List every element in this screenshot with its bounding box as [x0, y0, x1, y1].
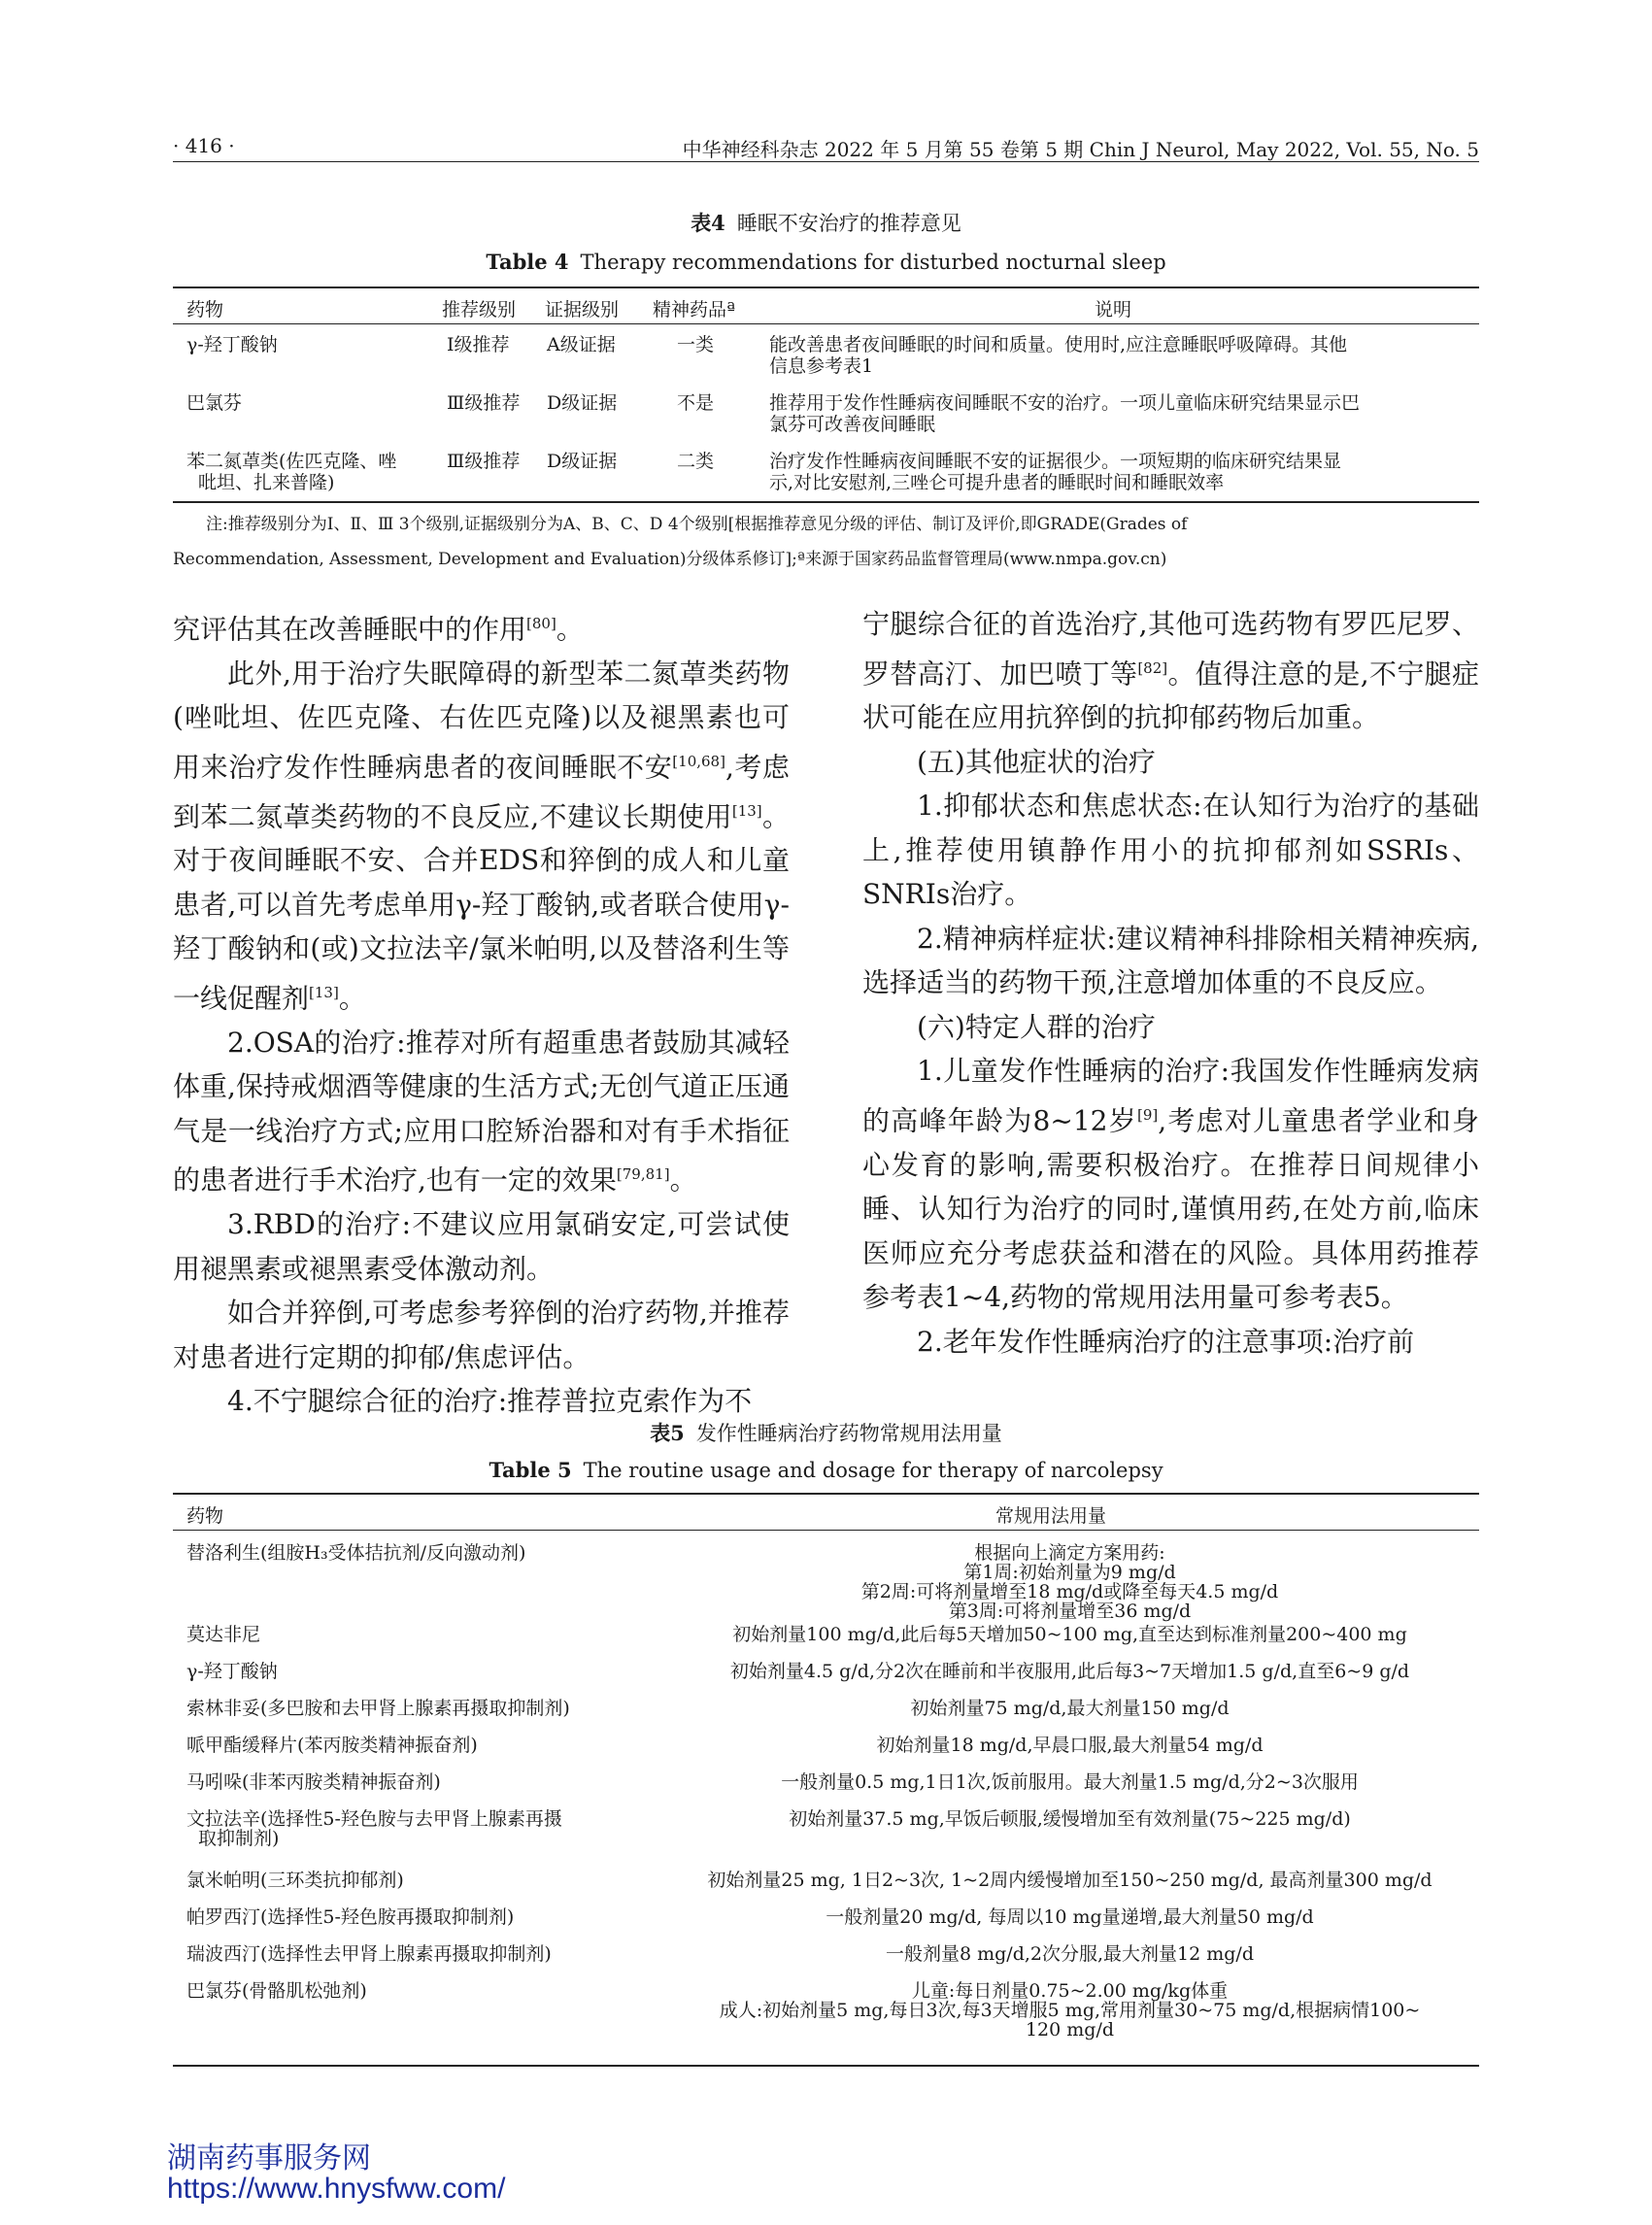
table-row — [186, 1981, 643, 2001]
table-row — [186, 1543, 643, 1563]
table4-cell-desc-line1: 治疗发作性睡病夜间睡眠不安的证据很少。一项短期的临床研究结果显 — [769, 451, 1342, 472]
table4-title-cn — [0, 208, 1652, 237]
table-row: 苯二氮䓬类(佐匹克隆、唑 — [186, 451, 397, 472]
table4-header-psy: 精神药品ª — [653, 299, 736, 320]
table5-label-en: Table 5 — [489, 1458, 572, 1482]
table5-head-rule — [173, 1530, 1479, 1531]
table4-head-rule — [173, 323, 1479, 324]
body-paragraph: 2.老年发作性睡病治疗的注意事项:治疗前 — [917, 1325, 1415, 1358]
table-row — [186, 1699, 643, 1718]
table5-drug-line: γ-羟丁酸钠 — [186, 1661, 278, 1682]
table5-drug-line: 取抑制剂) — [198, 1828, 280, 1849]
table-row — [186, 1662, 643, 1681]
table5-dose-cell — [660, 1543, 1479, 1621]
table4-caption-en: Therapy recommendations for disturbed nocturnal sleep — [580, 251, 1166, 274]
table-row — [186, 1944, 643, 1964]
body-paragraph: (六)特定人群的治疗 — [917, 1010, 1156, 1043]
table-row — [186, 1907, 643, 1927]
table5-dose-line: 初始剂量4.5 g/d,分2次在睡前和半夜服用,此后每3~7天增加1.5 g/d,直至6~9 g/d — [729, 1661, 1410, 1682]
body-paragraph: 究评估其在改善睡眠中的作用[80]。 — [173, 613, 584, 646]
table-row — [186, 1736, 643, 1755]
table4-label-cn: 表4 — [691, 211, 725, 235]
table4-cell-rec: Ⅲ级推荐 — [447, 392, 521, 414]
table5-dose-cell — [660, 1772, 1479, 1792]
site-name: 湖南药事服务网 — [167, 2142, 371, 2174]
table5-drug-line: 帕罗西汀(选择性5-羟色胺再摄取抑制剂) — [186, 1906, 515, 1928]
table-row — [186, 1871, 643, 1890]
body-paragraph: (五)其他症状的治疗 — [917, 745, 1156, 778]
table4-cell-evi: A级证据 — [547, 334, 616, 355]
table4-title-en — [0, 250, 1652, 274]
table5-dose-line: 一般剂量0.5 mg,1日1次,饭前服用。最大剂量1.5 mg/d,分2~3次服用 — [781, 1771, 1359, 1793]
table4-cell-psy: 不是 — [677, 392, 715, 414]
table5-dose-line: 初始剂量25 mg, 1日2~3次, 1~2周内缓慢增加至150~250 mg/d, 最高剂量300 mg/d — [707, 1870, 1433, 1891]
table4-header-desc: 说明 — [1095, 299, 1132, 320]
journal-header: 中华神经科杂志 2022 年 5 月第 55 卷第 5 期 Chin J Neurol, May 2022, Vol. 55, No. 5 — [682, 138, 1479, 161]
table-row — [186, 1772, 643, 1792]
table5-label-cn: 表5 — [650, 1421, 685, 1445]
table5-dose-line: 初始剂量37.5 mg,早饭后顿服,缓慢增加至有效剂量(75~225 mg/d) — [789, 1808, 1351, 1830]
table5-dose-line: 一般剂量20 mg/d, 每周以10 mg量递增,最大剂量50 mg/d — [826, 1906, 1314, 1928]
table5-drug-line: 瑞波西汀(选择性去甲肾上腺素再摄取抑制剂) — [186, 1943, 552, 1965]
table5-drug-line: 索林非妥(多巴胺和去甲肾上腺素再摄取抑制剂) — [186, 1698, 570, 1719]
page-number: · 416 · — [173, 134, 235, 157]
body-column-right — [862, 602, 1479, 1364]
table5-title-cn — [0, 1418, 1652, 1447]
body-paragraph: 1.儿童发作性睡病的治疗:我国发作性睡病发病的高峰年龄为8~12岁[9],考虑对儿童患者学业和身心发育的影响,需要积极治疗。在推荐日间规律小睡、认知行为治疗的同时,谨慎用药,在处方前,临床医师应充分考虑获益和潜在的风险。具体用药推荐参考表1~4,药物的常规用法用量可参考表5。 — [862, 1055, 1479, 1314]
table-row: 巴氯芬 — [186, 392, 243, 414]
body-paragraph: 1.抑郁状态和焦虑状态:在认知行为治疗的基础上,推荐使用镇静作用小的抗抑郁剂如SSRIs、SNRIs治疗。 — [862, 790, 1479, 911]
table5-dose-line: 第3周:可将剂量增至36 mg/d — [948, 1601, 1192, 1622]
table4-cell-rec: Ⅲ级推荐 — [447, 451, 521, 472]
table5-dose-line: 成人:初始剂量5 mg,每日3次,每3天增服5 mg,常用剂量30~75 mg/d,根据病情100~ — [719, 2000, 1421, 2021]
table4-header-evi: 证据级别 — [545, 299, 620, 320]
table5-header-drug: 药物 — [186, 1505, 224, 1527]
table4-cell-evi: D级证据 — [547, 451, 618, 472]
table5-bottom-rule — [173, 2065, 1479, 2067]
table5-drug-line: 哌甲酯缓释片(苯丙胺类精神振奋剂) — [186, 1735, 478, 1756]
table5-dose-cell — [660, 1625, 1479, 1644]
table5-dose-cell — [660, 1871, 1479, 1890]
table4-cell-desc-line1: 能改善患者夜间睡眠的时间和质量。使用时,应注意睡眠呼吸障碍。其他 — [769, 334, 1348, 355]
table5-dose-line: 根据向上滴定方案用药: — [974, 1542, 1165, 1564]
table5-dose-cell — [660, 1981, 1479, 2040]
table4-caption-cn: 睡眠不安治疗的推荐意见 — [736, 212, 961, 235]
body-paragraph: 3.RBD的治疗:不建议应用氯硝安定,可尝试使用褪黑素或褪黑素受体激动剂。 — [173, 1208, 790, 1285]
table5-title-en — [0, 1458, 1652, 1482]
table4-cell-psy: 一类 — [677, 334, 715, 355]
table5-dose-line: 初始剂量100 mg/d,此后每5天增加50~100 mg,直至达到标准剂量200~400 mg — [732, 1624, 1407, 1645]
table5-dose-cell — [660, 1699, 1479, 1718]
table-row — [186, 1625, 643, 1644]
table5-dose-cell — [660, 1662, 1479, 1681]
body-paragraph: 此外,用于治疗失眠障碍的新型苯二氮䓬类药物(唑吡坦、佐匹克隆、右佐匹克隆)以及褪黑素也可用来治疗发作性睡病患者的夜间睡眠不安[10,68],考虑到苯二氮䓬类药物的不良反应,不建议长期使用[13]。对于夜间睡眠不安、合并EDS和猝倒的成人和儿童患者,可以首先考虑单用γ-羟丁酸钠,或者联合使用γ-羟丁酸钠和(或)文拉法辛/氯米帕明,以及替洛利生等一线促醒剂[13]。 — [173, 657, 790, 1015]
table5-dose-cell — [660, 1944, 1479, 1964]
table4-header-rec: 推荐级别 — [442, 299, 517, 320]
table5-top-rule — [173, 1493, 1479, 1495]
table4-note-line2: Recommendation, Assessment, Development and Evaluation)分级体系修订];ª来源于国家药品监督管理局(www.nmpa.gov.cn) — [173, 550, 1167, 569]
table5-dose-line: 第2周:可将剂量增至18 mg/d或降至每天4.5 mg/d — [860, 1581, 1279, 1602]
body-column-left — [173, 602, 790, 1424]
body-paragraph: 2.精神病样症状:建议精神科排除相关精神疾病,选择适当的药物干预,注意增加体重的不良反应。 — [862, 922, 1479, 999]
table5-caption-cn: 发作性睡病治疗药物常规用法用量 — [695, 1422, 1002, 1445]
header-rule — [173, 161, 1479, 162]
table5-caption-en: The routine usage and dosage for therapy of narcolepsy — [583, 1459, 1163, 1482]
table4-bottom-rule — [173, 501, 1479, 503]
table4-note-line1: 注:推荐级别分为Ⅰ、Ⅱ、Ⅲ 3个级别,证据级别分为A、B、C、D 4个级别[根据推荐意见分级的评估、制订及评价,即GRADE(Grades of — [206, 515, 1188, 534]
table5-drug-line: 马吲哚(非苯丙胺类精神振奋剂) — [186, 1771, 441, 1793]
table4-cell-desc-line2: 示,对比安慰剂,三唑仑可提升患者的睡眠时间和睡眠效率 — [769, 472, 1225, 493]
table4-cell-drug-line2: 吡坦、扎来普隆) — [198, 472, 335, 493]
table5-drug-line: 莫达非尼 — [186, 1624, 261, 1645]
table4-header-drug: 药物 — [186, 299, 224, 320]
table5-dose-cell — [660, 1809, 1479, 1829]
table5-dose-line: 120 mg/d — [1025, 2019, 1115, 2040]
table5-drug-line: 替洛利生(组胺H₃受体拮抗剂/反向激动剂) — [186, 1542, 526, 1564]
table5-header-dose: 常规用法用量 — [995, 1505, 1107, 1527]
table-row: γ-羟丁酸钠 — [186, 334, 278, 355]
table4-cell-desc-line1: 推荐用于发作性睡病夜间睡眠不安的治疗。一项儿童临床研究结果显示巴 — [769, 392, 1361, 414]
body-paragraph: 如合并猝倒,可考虑参考猝倒的治疗药物,并推荐对患者进行定期的抑郁/焦虑评估。 — [173, 1297, 790, 1373]
table-row — [186, 1809, 643, 1848]
site-url[interactable]: https://www.hnysfww.com/ — [167, 2173, 506, 2205]
table5-dose-line: 第1周:初始剂量为9 mg/d — [963, 1562, 1176, 1583]
body-paragraph: 4.不宁腿综合征的治疗:推荐普拉克索作为不 — [227, 1385, 753, 1418]
table4-cell-desc-line2: 氯芬可改善夜间睡眠 — [769, 414, 936, 435]
table5-dose-cell — [660, 1736, 1479, 1755]
table5-drug-line: 氯米帕明(三环类抗抑郁剂) — [186, 1870, 404, 1891]
table5-drug-line: 巴氯芬(骨骼肌松弛剂) — [186, 1980, 367, 2002]
table4-cell-psy: 二类 — [677, 451, 715, 472]
table4-cell-desc-line2: 信息参考表1 — [769, 355, 874, 377]
table4-label-en: Table 4 — [486, 250, 569, 274]
table5-dose-line: 初始剂量75 mg/d,最大剂量150 mg/d — [910, 1698, 1230, 1719]
body-paragraph: 2.OSA的治疗:推荐对所有超重患者鼓励其减轻体重,保持戒烟酒等健康的生活方式;无创气道正压通气是一线治疗方式;应用口腔矫治器和对有手术指征的患者进行手术治疗,也有一定的效果[79,81]。 — [173, 1026, 790, 1197]
table5-drug-line: 文拉法辛(选择性5-羟色胺与去甲肾上腺素再摄 — [186, 1808, 562, 1830]
table4-cell-rec: Ⅰ级推荐 — [447, 334, 510, 355]
body-paragraph: 宁腿综合征的首选治疗,其他可选药物有罗匹尼罗、罗替高汀、加巴喷丁等[82]。值得注意的是,不宁腿症状可能在应用抗猝倒的抗抑郁药物后加重。 — [862, 608, 1479, 734]
table5-dose-cell — [660, 1907, 1479, 1927]
table5-dose-line: 儿童:每日剂量0.75~2.00 mg/kg体重 — [911, 1980, 1229, 2002]
table4-cell-evi: D级证据 — [547, 392, 618, 414]
table5-dose-line: 初始剂量18 mg/d,早晨口服,最大剂量54 mg/d — [876, 1735, 1264, 1756]
table5-dose-line: 一般剂量8 mg/d,2次分服,最大剂量12 mg/d — [886, 1943, 1254, 1965]
table4-top-rule — [173, 287, 1479, 288]
